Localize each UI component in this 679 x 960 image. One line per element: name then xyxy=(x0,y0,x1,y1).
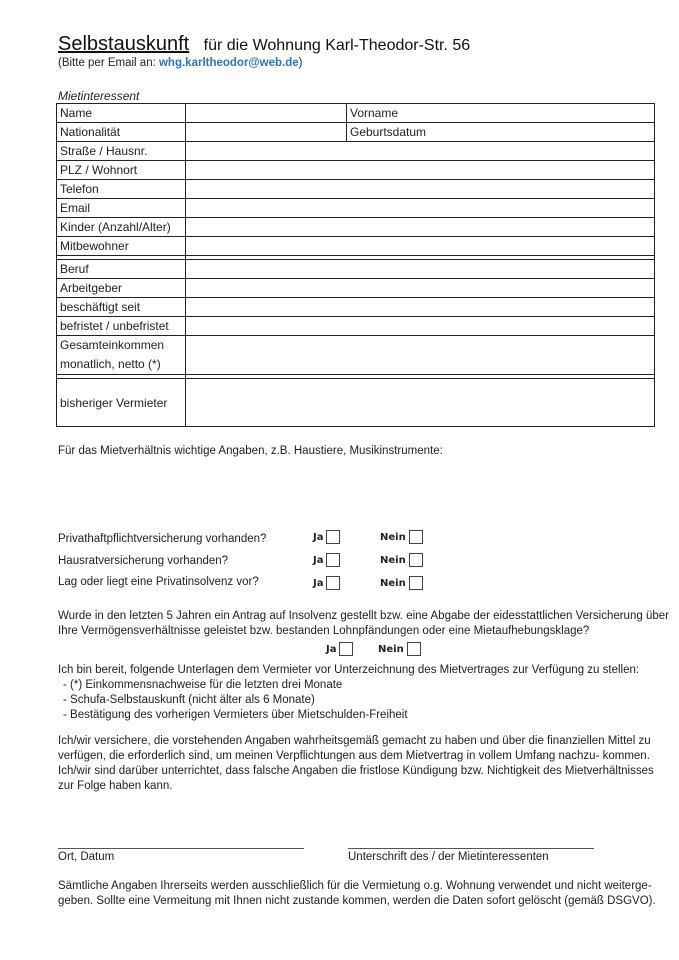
table-row xyxy=(57,104,655,123)
privacy-notice xyxy=(58,879,656,909)
yes-checkbox[interactable] xyxy=(339,642,353,656)
table-row xyxy=(57,336,655,375)
label-telefon: Telefon xyxy=(57,180,186,199)
befristet-field[interactable] xyxy=(186,317,655,336)
email-instruction xyxy=(58,57,302,69)
label-kinder: Kinder (Anzahl/Alter) xyxy=(57,218,186,237)
label-vermieter: bisheriger Vermieter xyxy=(57,379,186,427)
yes-checkbox[interactable] xyxy=(326,553,340,567)
insolvency-line: Ihre Vermögensverhältnisse geleistet bzw. bestanden Lohnpfändungen oder eine Mietaufhebungsklage? xyxy=(58,625,590,637)
insolvency-line: Wurde in den letzten 5 Jahren ein Antrag auf Insolvenz gestellt bzw. eine Abgabe der eidesstattlichen Versicherung über xyxy=(58,610,669,622)
no-option[interactable] xyxy=(380,530,423,544)
no-option[interactable] xyxy=(378,642,421,656)
vorname-field[interactable] xyxy=(347,104,655,123)
insolvency-question xyxy=(58,609,669,639)
question-label: Hausratversicherung vorhanden? xyxy=(58,555,229,567)
privacy-line: Sämtliche Angaben Ihrerseits werden ausschließlich für die Vermietung o.g. Wohnung verwendet und nicht weiterge- xyxy=(58,880,652,892)
applicant-form-table xyxy=(56,103,655,427)
yes-option[interactable] xyxy=(313,553,340,567)
section-label: Mietinteressent xyxy=(58,89,140,103)
table-row xyxy=(57,260,655,279)
yes-label: Ja xyxy=(313,554,324,566)
email-prefix: (Bitte per Email an: xyxy=(58,57,159,69)
declaration-line: verfügen, die erforderlich sind, um meinen Verpflichtungen aus dem Mietvertrag in vollem Umfang nachzu- kommen. xyxy=(58,750,650,762)
no-checkbox[interactable] xyxy=(407,642,421,656)
no-label: Nein xyxy=(380,554,406,566)
table-row xyxy=(57,317,655,336)
document-item: - Bestätigung des vorherigen Vermieters über Mietschulden-Freiheit xyxy=(63,709,408,721)
yes-label: Ja xyxy=(326,643,337,655)
label-beruf: Beruf xyxy=(57,260,186,279)
yes-label: Ja xyxy=(313,577,324,589)
yes-option[interactable] xyxy=(313,576,340,590)
title-subtitle: für die Wohnung Karl-Theodor-Str. 56 xyxy=(203,37,471,54)
table-row xyxy=(57,298,655,317)
mitbewohner-field[interactable] xyxy=(186,237,655,256)
no-option[interactable] xyxy=(380,576,423,590)
label-einkommen-line2: monatlich, netto (*) xyxy=(60,357,161,371)
email-field[interactable] xyxy=(186,199,655,218)
label-nationalitaet: Nationalität xyxy=(57,123,186,142)
label-geburtsdatum: Geburtsdatum xyxy=(350,125,427,139)
label-name: Name xyxy=(57,104,186,123)
einkommen-field[interactable] xyxy=(186,336,655,375)
yes-option[interactable] xyxy=(313,530,340,544)
question-label: Lag oder liegt eine Privatinsolvenz vor? xyxy=(58,576,259,588)
documents-section xyxy=(58,663,639,723)
declaration-line: Ich/wir sind darüber unterrichtet, dass falsche Angaben die fristlose Kündigung bzw. Nichtigkeit des Mietverhältnisses xyxy=(58,765,654,777)
beruf-field[interactable] xyxy=(186,260,655,279)
telefon-field[interactable] xyxy=(186,180,655,199)
notes-label: Für das Mietverhältnis wichtige Angaben, z.B. Haustiere, Musikinstrumente: xyxy=(58,445,443,457)
email-suffix: ) xyxy=(298,57,303,69)
table-row xyxy=(57,199,655,218)
table-row xyxy=(57,279,655,298)
no-label: Nein xyxy=(380,577,406,589)
documents-intro: Ich bin bereit, folgende Unterlagen dem Vermieter vor Unterzeichnung des Mietvertrages zur Verfügung zu stellen: xyxy=(58,664,640,676)
signature-line[interactable] xyxy=(348,848,594,849)
label-einkommen xyxy=(57,336,186,375)
yes-checkbox[interactable] xyxy=(326,530,340,544)
label-email: Email xyxy=(57,199,186,218)
vermieter-field[interactable] xyxy=(186,379,655,427)
no-checkbox[interactable] xyxy=(409,530,423,544)
document-item: - Schufa-Selbstauskunft (nicht älter als 6 Monate) xyxy=(63,694,315,706)
table-row xyxy=(57,218,655,237)
table-row xyxy=(57,123,655,142)
document-title xyxy=(58,33,470,56)
title-main: Selbstauskunft xyxy=(58,33,190,55)
strasse-field[interactable] xyxy=(186,142,655,161)
no-label: Nein xyxy=(380,531,406,543)
label-einkommen-line1: Gesamteinkommen xyxy=(60,338,165,352)
no-checkbox[interactable] xyxy=(409,576,423,590)
plz-field[interactable] xyxy=(186,161,655,180)
beschaeftigt-field[interactable] xyxy=(186,298,655,317)
label-mitbewohner: Mitbewohner xyxy=(57,237,186,256)
no-checkbox[interactable] xyxy=(409,553,423,567)
table-row xyxy=(57,379,655,427)
yes-checkbox[interactable] xyxy=(326,576,340,590)
question-label: Privathaftpflichtversicherung vorhanden? xyxy=(58,533,267,545)
table-row xyxy=(57,180,655,199)
nationalitaet-field[interactable] xyxy=(186,123,347,142)
declaration-line: Ich/wir versichere, die vorstehenden Angaben wahrheitsgemäß gemacht zu haben und über die finanziellen Mittel zu xyxy=(58,735,651,747)
yes-label: Ja xyxy=(313,531,324,543)
document-item: - (*) Einkommensnachweise für die letzten drei Monate xyxy=(63,679,343,691)
label-vorname: Vorname xyxy=(350,106,399,120)
no-label: Nein xyxy=(378,643,404,655)
place-date-line[interactable] xyxy=(58,848,304,849)
privacy-line: geben. Sollte eine Vermeitung mit Ihnen nicht zustande kommen, werden die Daten sofort gelöscht (gemäß DSGVO). xyxy=(58,895,656,907)
geburtsdatum-field[interactable] xyxy=(347,123,655,142)
kinder-field[interactable] xyxy=(186,218,655,237)
label-strasse: Straße / Hausnr. xyxy=(57,142,186,161)
yes-option[interactable] xyxy=(326,642,353,656)
arbeitgeber-field[interactable] xyxy=(186,279,655,298)
label-plz: PLZ / Wohnort xyxy=(57,161,186,180)
label-beschaeftigt: beschäftigt seit xyxy=(57,298,186,317)
declaration-line: zur Folge haben kann. xyxy=(58,780,173,792)
table-row xyxy=(57,142,655,161)
table-row xyxy=(57,161,655,180)
signature-label: Unterschrift des / der Mietinteressenten xyxy=(348,851,549,863)
notes-area[interactable] xyxy=(58,462,654,522)
table-row xyxy=(57,237,655,256)
place-date-label: Ort, Datum xyxy=(58,851,115,863)
email-link[interactable]: whg.karltheodor@web.de xyxy=(158,57,299,69)
no-option[interactable] xyxy=(380,553,423,567)
label-befristet: befristet / unbefristet xyxy=(57,317,186,336)
name-field[interactable] xyxy=(186,104,347,123)
label-arbeitgeber: Arbeitgeber xyxy=(57,279,186,298)
declaration-paragraph xyxy=(58,734,654,794)
